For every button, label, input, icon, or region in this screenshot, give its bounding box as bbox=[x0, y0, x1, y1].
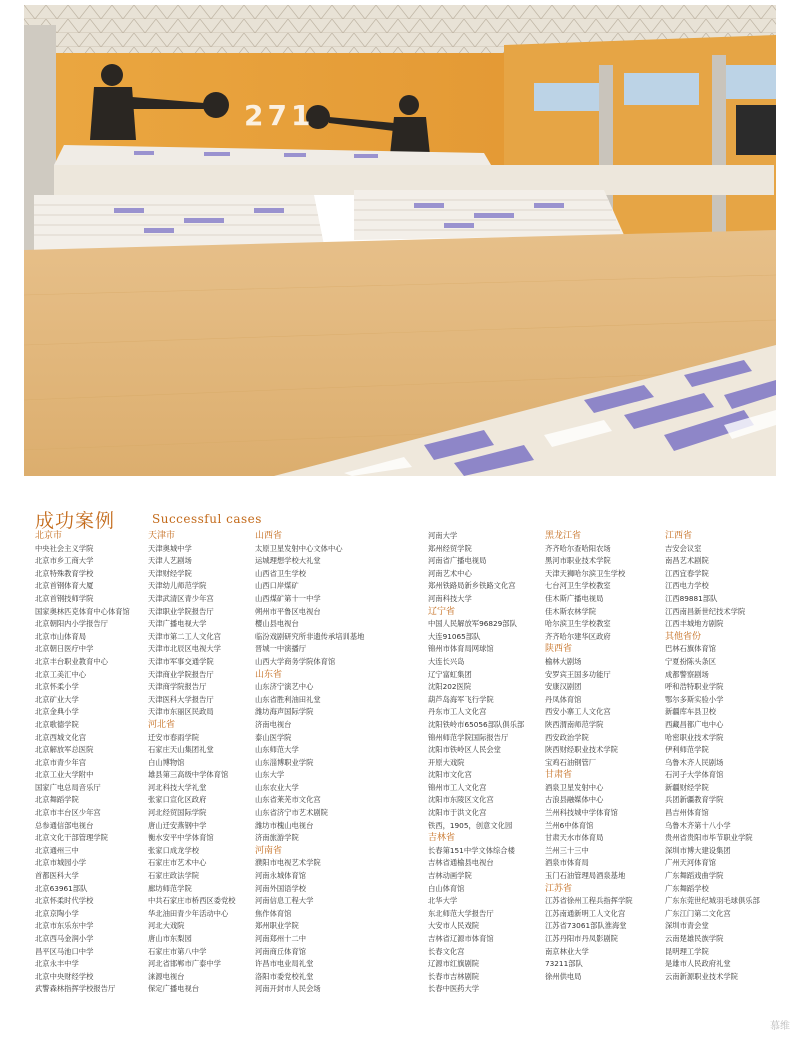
case-entry: 北华大学 bbox=[428, 896, 458, 906]
case-column-1 bbox=[35, 530, 165, 996]
case-entry: 北京矿业大学 bbox=[35, 694, 79, 704]
case-entry: 七台河卫生学校教室 bbox=[545, 581, 611, 591]
case-entry: 天津人艺剧场 bbox=[148, 556, 192, 566]
case-entry: 成都警察剧场 bbox=[665, 669, 709, 679]
province-heading: 河南省 bbox=[255, 845, 283, 856]
case-entry: 江西电力学校 bbox=[665, 581, 709, 591]
case-entry: 甘肃天水市体育局 bbox=[545, 833, 604, 843]
case-entry: 哈密职业技术学院 bbox=[665, 732, 724, 742]
case-entry: 北京首钢技师学院 bbox=[35, 593, 94, 603]
case-entry: 江苏省徐州工程兵指挥学院 bbox=[545, 896, 633, 906]
case-entry: 天津市第二工人文化宫 bbox=[148, 631, 221, 641]
case-entry: 河南永城体育馆 bbox=[255, 871, 307, 881]
case-entry: 天津广播电视大学 bbox=[148, 619, 207, 629]
case-entry: 白山体育馆 bbox=[428, 883, 465, 893]
case-entry: 大连91065部队 bbox=[428, 631, 481, 641]
case-entry: 丹东市工人文化宫 bbox=[428, 707, 487, 717]
case-entry: 佳木斯广播电视局 bbox=[545, 593, 604, 603]
case-entry: 呼和浩特职业学院 bbox=[665, 682, 724, 692]
case-entry: 锦州市工人文化宫 bbox=[428, 782, 487, 792]
case-entry: 北京市青少年宫 bbox=[35, 757, 87, 767]
case-entry: 铁西，1905，创意文化园 bbox=[428, 820, 513, 830]
case-entry: 兰州科技城中学体育馆 bbox=[545, 808, 618, 818]
case-entry: 齐齐哈尔建华区政府 bbox=[545, 631, 611, 641]
case-entry: 伊利师范学院 bbox=[665, 745, 709, 755]
case-entry: 北京怀柔时代学校 bbox=[35, 896, 94, 906]
case-entry: 江西南昌新世纪技术学院 bbox=[665, 606, 746, 616]
case-entry: 乌鲁木齐第十八小学 bbox=[665, 820, 731, 830]
case-entry: 河北省邯郸市广泰中学 bbox=[148, 959, 221, 969]
case-entry: 昌平区马池口中学 bbox=[35, 946, 94, 956]
case-entry: 河北科技大学礼堂 bbox=[148, 782, 207, 792]
case-entry: 深圳市博大建设集团 bbox=[665, 845, 731, 855]
case-entry: 锦州市体育局网球馆 bbox=[428, 644, 494, 654]
case-entry: 潍坊海声国际学院 bbox=[255, 707, 314, 717]
case-entry: 安康汉剧团 bbox=[545, 682, 582, 692]
case-entry: 北京中央财经学校 bbox=[35, 971, 94, 981]
case-entry: 黑河市职业技术学院 bbox=[545, 556, 611, 566]
case-entry: 北京永丰中学 bbox=[35, 959, 79, 969]
case-entry: 樱山县电视台 bbox=[255, 619, 299, 629]
case-entry: 广州天河体育馆 bbox=[665, 858, 717, 868]
case-entry: 乌鲁木齐人民剧场 bbox=[665, 757, 724, 767]
case-entry: 临汾戏剧研究所非遗传承培训基地 bbox=[255, 631, 365, 641]
case-entry: 北京怀柔小学 bbox=[35, 682, 79, 692]
case-entry: 长春文化宫 bbox=[428, 946, 465, 956]
case-entry: 北京解放军总医院 bbox=[35, 745, 94, 755]
case-entry: 白山博物馆 bbox=[148, 757, 185, 767]
case-entry: 长春中医药大学 bbox=[428, 984, 480, 994]
case-entry: 酒泉市体育局 bbox=[545, 858, 589, 868]
case-entry: 山东省胜利油田礼堂 bbox=[255, 694, 321, 704]
case-entry: 榆林大剧场 bbox=[545, 656, 582, 666]
case-entry: 衡水安平中学体育馆 bbox=[148, 833, 214, 843]
case-entry: 洛阳市委党校礼堂 bbox=[255, 971, 314, 981]
case-entry: 北京市丰台区少年宫 bbox=[35, 808, 101, 818]
case-entry: 广东舞蹈戏曲学院 bbox=[665, 871, 724, 881]
case-entry: 郑州铁路局新乡铁路文化宫 bbox=[428, 581, 516, 591]
case-entry: 总参通信部电视台 bbox=[35, 820, 94, 830]
case-entry: 石家庄市艺术中心 bbox=[148, 858, 207, 868]
case-entry: 云南楚雄民族学院 bbox=[665, 934, 724, 943]
case-entry: 张家口成龙学校 bbox=[148, 845, 200, 855]
case-entry: 华北油田青少年活动中心 bbox=[148, 908, 229, 918]
case-entry: 江苏丹阳市丹凤影剧院 bbox=[545, 934, 618, 943]
province-heading: 江苏省 bbox=[545, 883, 573, 894]
case-entry: 廊坊师范学院 bbox=[148, 883, 192, 893]
case-entry: 山东大学 bbox=[255, 770, 285, 780]
case-entry: 广东江门第二文化宫 bbox=[665, 908, 731, 918]
case-entry: 古浪县融媒体中心 bbox=[545, 795, 604, 805]
case-entry: 玉门石油管理局酒泉基地 bbox=[545, 871, 626, 881]
case-entry: 北京朝日医疗中学 bbox=[35, 644, 94, 654]
case-entry: 济南电视台 bbox=[255, 719, 292, 729]
case-entry: 石家庄政法学院 bbox=[148, 871, 200, 881]
case-entry: 北京西马金润小学 bbox=[35, 934, 94, 943]
case-entry: 云南新源职业技术学院 bbox=[665, 971, 738, 981]
case-entry: 北京舞蹈学院 bbox=[35, 795, 79, 805]
case-entry: 吉林省通榆县电视台 bbox=[428, 858, 494, 868]
case-entry: 鄂尔多斯实验小学 bbox=[665, 694, 724, 704]
case-entry: 北京工美汇中心 bbox=[35, 669, 87, 679]
case-entry: 河南省广播电视局 bbox=[428, 556, 487, 566]
case-entry: 天津市军事交通学院 bbox=[148, 656, 214, 666]
case-entry: 吉林省辽源市体育馆 bbox=[428, 934, 494, 943]
case-entry: 新疆库车县卫校 bbox=[665, 707, 717, 717]
case-entry: 吉安会议室 bbox=[665, 543, 702, 553]
case-entry: 涞源电视台 bbox=[148, 971, 185, 981]
section-subtitle: Successful cases bbox=[152, 512, 262, 526]
case-entry: 北京丰台职业教育中心 bbox=[35, 656, 108, 666]
case-entry: 巴林石旗体育馆 bbox=[665, 644, 717, 654]
case-entry: 西藏昌都广电中心 bbox=[665, 719, 724, 729]
case-entry: 石河子大学体育馆 bbox=[665, 770, 724, 780]
case-entry: 国家奥林匹克体育中心体育馆 bbox=[35, 606, 130, 616]
case-entry: 天津幼儿师范学院 bbox=[148, 581, 207, 591]
case-entry: 大安市人民戏院 bbox=[428, 921, 480, 931]
case-entry: 长春市吉林剧院 bbox=[428, 971, 480, 981]
case-entry: 河北经贸国际学院 bbox=[148, 808, 207, 818]
case-entry: 天津商业学院报告厅 bbox=[148, 669, 214, 679]
case-entry: 国家广电总局音乐厅 bbox=[35, 782, 101, 792]
case-entry: 首都医科大学 bbox=[35, 871, 79, 881]
case-column-6 bbox=[665, 530, 795, 983]
wall-number: 271 bbox=[244, 99, 315, 132]
case-entry: 酒泉卫星发射中心 bbox=[545, 782, 604, 792]
case-entry: 山西省卫生学校 bbox=[255, 568, 307, 578]
case-entry: 兰州6中体育馆 bbox=[545, 820, 594, 830]
case-entry: 山西大学商务学院体育馆 bbox=[255, 656, 336, 666]
case-entry: 是雄市人民政府礼堂 bbox=[665, 959, 731, 969]
case-entry: 石家庄天山集团礼堂 bbox=[148, 745, 214, 755]
case-entry: 贵州省贵阳市毕节职业学院 bbox=[665, 833, 753, 843]
province-heading: 河北省 bbox=[148, 719, 176, 730]
case-entry: 新疆财经学院 bbox=[665, 782, 709, 792]
case-entry: 山东济宁演艺中心 bbox=[255, 682, 314, 692]
case-entry: 天津奥城中学 bbox=[148, 543, 192, 553]
case-entry: 昌吉州体育馆 bbox=[665, 808, 709, 818]
section-title: 成功案例 bbox=[35, 510, 116, 532]
case-entry: 中央社会主义学院 bbox=[35, 543, 94, 553]
case-entry: 北京特殊教育学校 bbox=[35, 568, 94, 578]
case-entry: 山东师范大学 bbox=[255, 745, 299, 755]
case-entry: 西安小寨工人文化宫 bbox=[545, 707, 611, 717]
case-entry: 宝鸡石油钢管厂 bbox=[545, 757, 597, 767]
case-entry: 天津商学院报告厅 bbox=[148, 682, 207, 692]
case-entry: 北京西城文化宫 bbox=[35, 732, 87, 742]
case-entry: 中共石家庄市桥西区委党校 bbox=[148, 896, 236, 906]
case-entry: 哈尔滨卫生学校教室 bbox=[545, 619, 611, 629]
case-entry: 山西煤矿第十一中学 bbox=[255, 593, 321, 603]
case-entry: 江西宜春学院 bbox=[665, 568, 709, 578]
case-entry: 沈阳铁岭市65056部队俱乐部 bbox=[428, 719, 525, 729]
case-entry: 深圳市青会堂 bbox=[665, 921, 709, 931]
case-entry: 许昌市电业局礼堂 bbox=[255, 959, 314, 969]
case-entry: 太原卫星发射中心文体中心 bbox=[255, 543, 343, 553]
case-entry: 山东省莱芜市文化宫 bbox=[255, 795, 321, 805]
watermark: 慕维 bbox=[770, 1021, 790, 1032]
case-entry: 潍坊市槐山电视台 bbox=[255, 820, 314, 830]
case-entry: 沈阳202医院 bbox=[428, 682, 472, 692]
case-entry: 吉林动画学院 bbox=[428, 871, 472, 881]
case-entry: 北京市乡工商大学 bbox=[35, 556, 94, 566]
case-entry: 北京朝阳内小学报告厅 bbox=[35, 619, 108, 629]
case-entry: 天津财经学院 bbox=[148, 568, 192, 578]
case-entry: 迁安市春雨学院 bbox=[148, 732, 200, 742]
case-entry: 天津医科大学报告厅 bbox=[148, 694, 214, 704]
case-entry: 泰山医学院 bbox=[255, 732, 292, 742]
case-entry: 辽宁富虹集团 bbox=[428, 669, 472, 679]
basketball-icon bbox=[203, 92, 229, 118]
case-entry: 西安政治学院 bbox=[545, 732, 589, 742]
case-entry: 郑州职业学院 bbox=[255, 921, 299, 931]
province-heading: 江西省 bbox=[665, 531, 693, 541]
case-entry: 沈阳市东陵区文化宫 bbox=[428, 795, 494, 805]
case-entry: 山西口岸煤矿 bbox=[255, 581, 299, 591]
case-entry: 郑州经贸学院 bbox=[428, 543, 472, 553]
case-entry: 广东舞蹈学校 bbox=[665, 883, 709, 893]
case-entry: 北京文化干部管理学院 bbox=[35, 833, 108, 843]
case-entry: 江苏省73061部队淮海堂 bbox=[545, 921, 627, 931]
case-entry: 兵团新疆教育学院 bbox=[665, 795, 724, 805]
case-entry: 沈阳市于洪文化宫 bbox=[428, 808, 487, 818]
case-entry: 北京工业大学附中 bbox=[35, 770, 94, 780]
case-entry: 长春第151中学文体综合楼 bbox=[428, 845, 515, 855]
province-heading: 天津市 bbox=[148, 531, 176, 541]
case-entry: 天津市东丽区民政局 bbox=[148, 707, 214, 717]
case-column-5 bbox=[545, 530, 675, 983]
case-entry: 兰州三十三中 bbox=[545, 845, 589, 855]
case-entry: 天津职业学院报告厅 bbox=[148, 606, 214, 616]
case-entry: 天津天狮哈尔滨卫生学校 bbox=[545, 568, 626, 578]
case-entry: 沈阳市铁岭区人民会堂 bbox=[428, 745, 501, 755]
case-entry: 张家口宣化区政府 bbox=[148, 795, 207, 805]
case-entry: 晋城一中演播厅 bbox=[255, 644, 307, 654]
case-entry: 濮阳市电视艺术学院 bbox=[255, 858, 321, 868]
case-entry: 北京金典小学 bbox=[35, 707, 79, 717]
case-entry: 武警森林指挥学校报告厅 bbox=[35, 984, 116, 994]
case-entry: 雄县第三高级中学体育馆 bbox=[148, 770, 229, 780]
case-entry: 天津武清区青少年宫 bbox=[148, 593, 214, 603]
case-entry: 石家庄市第八中学 bbox=[148, 946, 207, 956]
case-entry: 佳木斯农林学院 bbox=[545, 606, 597, 616]
case-entry: 锦州师范学院国际报告厅 bbox=[428, 732, 509, 742]
case-entry: 河南商丘体育馆 bbox=[255, 946, 307, 956]
case-column-3 bbox=[255, 530, 385, 996]
case-entry: 天津市北辰区电视大学 bbox=[148, 644, 221, 654]
case-entry: 齐齐哈尔查哈阳农场 bbox=[545, 543, 611, 553]
province-heading: 其他省份 bbox=[665, 631, 702, 642]
case-entry: 73211部队 bbox=[545, 959, 583, 969]
case-entry: 河南外国语学校 bbox=[255, 883, 307, 893]
case-entry: 葫芦岛海军飞行学院 bbox=[428, 694, 494, 704]
case-entry: 焦作体育馆 bbox=[255, 908, 292, 918]
case-entry: 保定广播电视台 bbox=[148, 984, 200, 994]
case-entry: 北京通州三中 bbox=[35, 845, 79, 855]
case-entry: 河北大戏院 bbox=[148, 921, 185, 931]
case-entry: 江苏南通新明工人文化宫 bbox=[545, 908, 626, 918]
case-entry: 宁夏扮陈头条区 bbox=[665, 656, 717, 666]
case-entry: 江西丰城地方剧院 bbox=[665, 619, 724, 629]
case-entry: 朔州市平鲁区电视台 bbox=[255, 606, 321, 616]
case-entry: 河南郑州十二中 bbox=[255, 934, 307, 943]
arena-photo bbox=[24, 5, 776, 476]
case-entry: 南京林业大学 bbox=[545, 946, 589, 956]
case-entry: 广东东莞世纪城羽毛球俱乐部 bbox=[665, 896, 760, 906]
province-heading: 北京市 bbox=[35, 531, 63, 541]
case-entry: 北京市东乐东中学 bbox=[35, 921, 94, 931]
province-heading: 吉林省 bbox=[428, 833, 456, 844]
case-entry: 北京63961部队 bbox=[35, 883, 88, 893]
province-heading: 陕西省 bbox=[545, 644, 573, 655]
case-entry: 北京京陶小学 bbox=[35, 908, 79, 918]
case-entry: 沈阳市文化宫 bbox=[428, 770, 472, 780]
case-entry: 开原大戏院 bbox=[428, 757, 465, 767]
province-heading: 山东省 bbox=[255, 669, 283, 680]
case-entry: 辽源市红旗剧院 bbox=[428, 959, 480, 969]
province-heading: 甘肃省 bbox=[545, 770, 573, 781]
case-entry: 山东农业大学 bbox=[255, 782, 299, 792]
case-entry: 陕西财经职业技术学院 bbox=[545, 745, 618, 755]
case-entry: 中国人民解放军96829部队 bbox=[428, 619, 517, 629]
case-entry: 运城理想学校大礼堂 bbox=[255, 556, 321, 566]
case-entry: 河南开封市人民会场 bbox=[255, 984, 321, 994]
case-entry: 丹凤体育馆 bbox=[545, 694, 582, 704]
case-column-4 bbox=[428, 530, 558, 996]
province-heading: 辽宁省 bbox=[428, 606, 456, 617]
case-entry: 安罗宾王国多功能厅 bbox=[545, 669, 611, 679]
case-entry: 北京市城园小学 bbox=[35, 858, 87, 868]
case-entry: 北京歌德学院 bbox=[35, 719, 79, 729]
case-entry: 大连长兴岛 bbox=[428, 656, 465, 666]
case-entry: 河南信息工程大学 bbox=[255, 896, 314, 906]
case-entry: 徐州供电局 bbox=[545, 971, 582, 981]
case-entry: 昆明理工学院 bbox=[665, 946, 709, 956]
case-entry: 东北师范大学报告厅 bbox=[428, 908, 494, 918]
case-entry: 河南科技大学 bbox=[428, 593, 472, 603]
case-entry: 陕西渭南师范学院 bbox=[545, 719, 604, 729]
province-heading: 山西省 bbox=[255, 531, 283, 541]
case-entry: 山东省济宁市艺术剧院 bbox=[255, 808, 328, 818]
province-heading: 黑龙江省 bbox=[545, 531, 582, 541]
case-entry: 江西89881部队 bbox=[665, 593, 718, 603]
case-entry: 北京市山体育局 bbox=[35, 631, 87, 641]
case-entry: 北京首钢体育大厦 bbox=[35, 581, 94, 591]
case-entry: 山东淄博职业学院 bbox=[255, 757, 314, 767]
case-entry: 唐山迁安燕钢中学 bbox=[148, 820, 207, 830]
case-entry: 河南艺术中心 bbox=[428, 568, 472, 578]
case-entry: 唐山市东梨园 bbox=[148, 934, 192, 943]
case-entry: 济南旅游学院 bbox=[255, 833, 299, 843]
case-entry: 河南大学 bbox=[428, 531, 458, 540]
case-entry: 南昌艺术剧院 bbox=[665, 556, 709, 566]
